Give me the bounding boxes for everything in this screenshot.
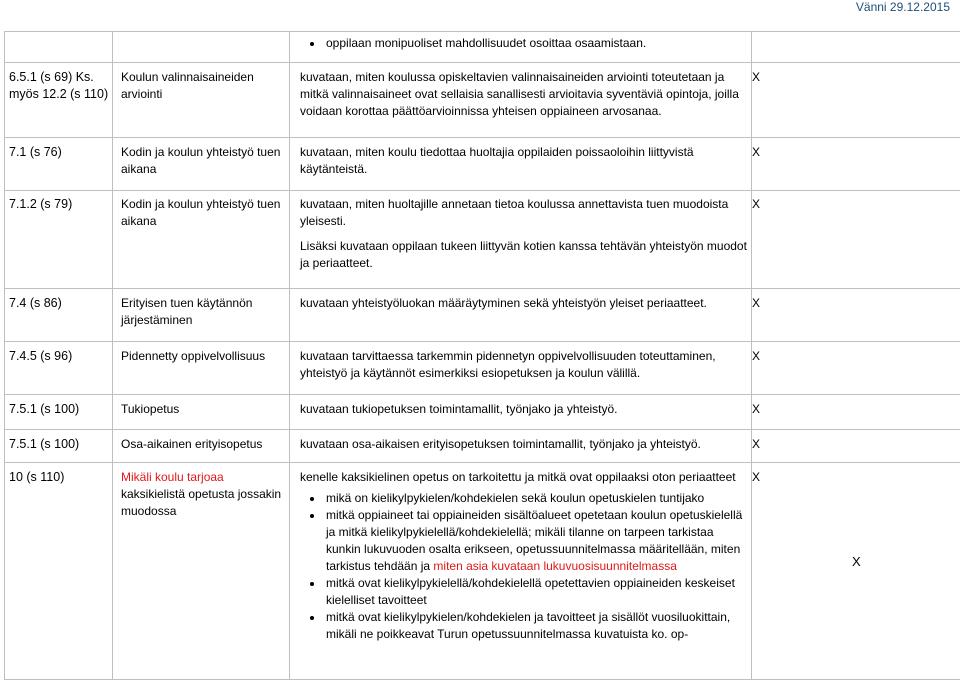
table-row xyxy=(5,342,960,395)
table-row xyxy=(5,463,960,680)
list-item: • mikä on kielikylpykielen/kohdekielen sekä koulun opetuskielen tuntijako xyxy=(324,490,751,507)
list-item: • mitkä ovat kielikylpykielen/kohdekielen ja tavoitteet ja sisällöt vuosiluokittain, mikäli ne poikkeavat Turun opetussuunnitelmassa kuvatuista ko. op- xyxy=(324,609,751,643)
highlighted-text: miten asia kuvataan lukuvuosisuunnitelmassa xyxy=(433,559,676,573)
topic-rest: kaksikielistä opetusta jossakin muodossa xyxy=(121,487,281,518)
section-ref: 7.1 (s 76) xyxy=(5,138,113,191)
section-description: kuvataan tarvittaessa tarkemmin pidennetyn oppivelvollisuuden toteuttaminen, yhteistyö ja käytännöt esimerkiksi esiopetuksen ja koulun välillä. xyxy=(290,342,752,395)
page-header-date: Vänni 29.12.2015 xyxy=(856,0,950,14)
table-row xyxy=(5,191,960,289)
section-description: kuvataan osa-aikaisen erityisopetuksen toimintamallit, työnjako ja yhteistyö. xyxy=(290,430,752,463)
section-description: kuvataan yhteistyöluokan määräytyminen sekä yhteistyön yleiset periaatteet. xyxy=(290,289,752,342)
topic-conditional: Mikäli koulu tarjoaa xyxy=(121,470,224,484)
section-description: kuvataan, miten koulu tiedottaa huoltajia oppilaiden poissaoloihin liittyvistä käytänteistä. xyxy=(290,138,752,191)
table-row xyxy=(5,289,960,342)
table-row xyxy=(5,430,960,463)
table-row xyxy=(5,63,960,138)
section-ref: 10 (s 110) xyxy=(5,463,113,680)
section-topic xyxy=(113,463,290,680)
section-topic: Pidennetty oppivelvollisuus xyxy=(113,342,290,395)
check-mark: X xyxy=(752,436,760,453)
section-ref: 7.4 (s 86) xyxy=(5,289,113,342)
section-topic: Kodin ja koulun yhteistyö tuen aikana xyxy=(113,191,290,289)
table-row xyxy=(5,32,960,63)
section-ref: 7.1.2 (s 79) xyxy=(5,191,113,289)
table-row xyxy=(5,395,960,430)
list-item: • mitkä ovat kielikylpykielellä/kohdekielellä opetettavien oppiaineiden keskeiset kielelliset tavoitteet xyxy=(324,575,751,609)
section-description: kenelle kaksikielinen opetus on tarkoitettu ja mitkä ovat oppilaaksi oton periaatteet xyxy=(300,469,751,486)
check-mark: X xyxy=(752,295,760,312)
section-description: kuvataan tukiopetuksen toimintamallit, työnjako ja yhteistyö. xyxy=(290,395,752,430)
check-mark: X xyxy=(752,469,760,486)
section-ref: 6.5.1 (s 69) Ks. myös 12.2 (s 110) xyxy=(5,63,113,138)
section-topic: Tukiopetus xyxy=(113,395,290,430)
section-ref: 7.5.1 (s 100) xyxy=(5,395,113,430)
section-topic: Kodin ja koulun yhteistyö tuen aikana xyxy=(113,138,290,191)
list-item: • mitkä oppiaineet tai oppiaineiden sisältöalueet opetetaan koulun opetuskielellä ja mitkä kielikylpykielellä/kohdekielellä; mikäli tilanne on tarpeen tarkistaa kunkin lukuvuoden osalta erikseen, opetussuunnitelmassa määritellään, miten tarkistus tehdään ja miten asia kuvataan lukuvuosisuunnitelmassa xyxy=(324,507,751,575)
check-mark: X xyxy=(752,348,760,365)
curriculum-table xyxy=(4,31,960,680)
section-description: kuvataan, miten huoltajille annetaan tietoa koulussa annettavista tuen muodoista yleisesti. xyxy=(300,196,751,230)
check-mark: X xyxy=(752,144,760,161)
section-topic: Osa-aikainen erityisopetus xyxy=(113,430,290,463)
check-mark: X xyxy=(752,69,760,86)
table-row xyxy=(5,138,960,191)
section-description: kuvataan, miten koulussa opiskeltavien valinnaisaineiden arviointi toteutetaan ja mitkä valinnaisaineet ovat sellaisia sanallisesti arvioitavia syventäviä opintoja, joilla voidaan korottaa päättöarvioinnissa yhteisen oppiaineen arvosanaa. xyxy=(290,63,752,138)
section-topic: Koulun valinnaisaineiden arviointi xyxy=(113,63,290,138)
section-ref: 7.5.1 (s 100) xyxy=(5,430,113,463)
check-mark: X xyxy=(852,553,861,570)
section-topic: Erityisen tuen käytännön järjestäminen xyxy=(113,289,290,342)
section-ref: 7.4.5 (s 96) xyxy=(5,342,113,395)
check-mark: X xyxy=(752,196,760,213)
check-mark: X xyxy=(752,401,760,418)
section-description-extra: Lisäksi kuvataan oppilaan tukeen liittyvän kotien kanssa tehtävän yhteistyön muodot ja periaatteet. xyxy=(300,238,751,272)
list-item: • oppilaan monipuoliset mahdollisuudet osoittaa osaamistaan. xyxy=(324,35,751,52)
